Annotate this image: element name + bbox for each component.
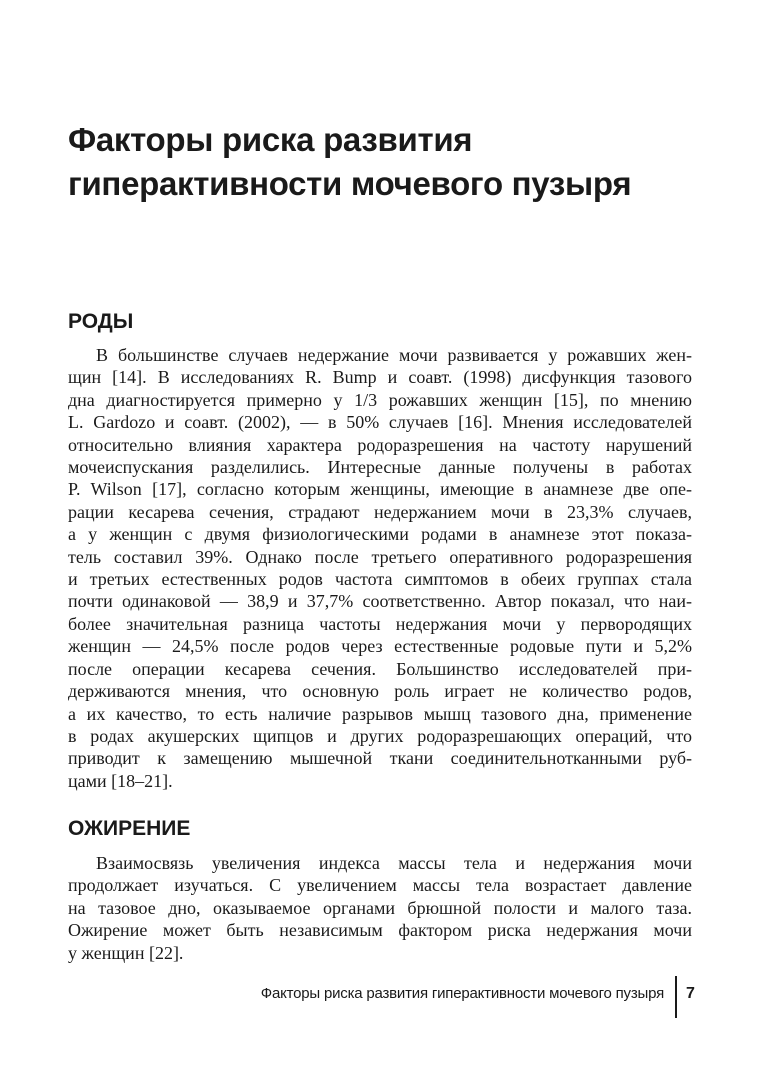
text-line: дна диагностируется примерно у 1/3 рожавших женщин [15], по мнению [68, 389, 692, 410]
text-line: мочеиспускания разделились. Интересные данные получены в работах [68, 457, 692, 478]
text-line: Взаимосвязь увеличения индекса массы тела и недержания мочи [96, 853, 692, 873]
footer-divider [675, 976, 677, 1018]
chapter-title [68, 118, 708, 206]
text-line: женщин — 24,5% после родов через естественные родовые пути и 5,2% [68, 636, 692, 657]
text-line: держиваются мнения, что основную роль играет не количество родов, [68, 681, 692, 702]
text-line: Ожирение может быть независимым фактором риска недержания мочи [68, 920, 692, 941]
page-number: 7 [686, 985, 695, 1002]
text-line: P. Wilson [17], согласно которым женщины, имеющие в анамнезе две опе- [68, 479, 692, 500]
paragraph-rody [68, 344, 692, 792]
text-line: более значительная разница частоты недержания мочи у первородящих [68, 613, 692, 634]
text-line: а у женщин с двумя физиологическими родами в анамнезе этот показа- [68, 524, 692, 545]
text-line: а их качество, то есть наличие разрывов мышц тазового дна, применение [68, 703, 692, 724]
chapter-title-line-2: гиперактивности мочевого пузыря [68, 165, 632, 202]
running-footer-title: Факторы риска развития гиперактивности мочевого пузыря [260, 985, 664, 1002]
section-heading-rody: РОДЫ [68, 310, 134, 333]
text-line: цами [18–21]. [68, 770, 173, 791]
text-line: рации кесарева сечения, страдают недержанием мочи в 23,3% случаев, [68, 501, 692, 522]
section-heading-ozhirenie: ОЖИРЕНИЕ [68, 817, 191, 840]
paragraph-ozhirenie [68, 852, 692, 964]
text-line: щин [14]. В исследованиях R. Bump и соавт. (1998) дисфункция тазового [68, 367, 692, 388]
text-line: тель составил 39%. Однако после третьего оперативного родоразрешения [68, 546, 692, 567]
text-line: В большинстве случаев недержание мочи развивается у рожавших жен- [96, 345, 692, 365]
text-line: у женщин [22]. [68, 942, 184, 963]
text-line: после операции кесарева сечения. Большинство исследователей при- [68, 658, 692, 679]
text-line: на тазовое дно, оказываемое органами брюшной полости и малого таза. [68, 897, 692, 918]
text-line: L. Gardozo и соавт. (2002), — в 50% случаев [16]. Мнения исследователей [68, 412, 692, 433]
text-line: в родах акушерских щипцов и других родоразрешающих операций, что [68, 725, 692, 746]
text-line: почти одинаковой — 38,9 и 37,7% соответственно. Автор показал, что наи- [68, 591, 692, 612]
text-line: относительно влияния характера родоразрешения на частоту нарушений [68, 434, 692, 455]
text-line: и третьих естественных родов частота симптомов в обеих группах стала [68, 569, 692, 590]
chapter-title-line-1: Факторы риска развития [68, 121, 473, 158]
text-line: приводит к замещению мышечной ткани соединительнотканными руб- [68, 748, 692, 769]
text-line: продолжает изучаться. С увеличением массы тела возрастает давление [68, 875, 692, 896]
